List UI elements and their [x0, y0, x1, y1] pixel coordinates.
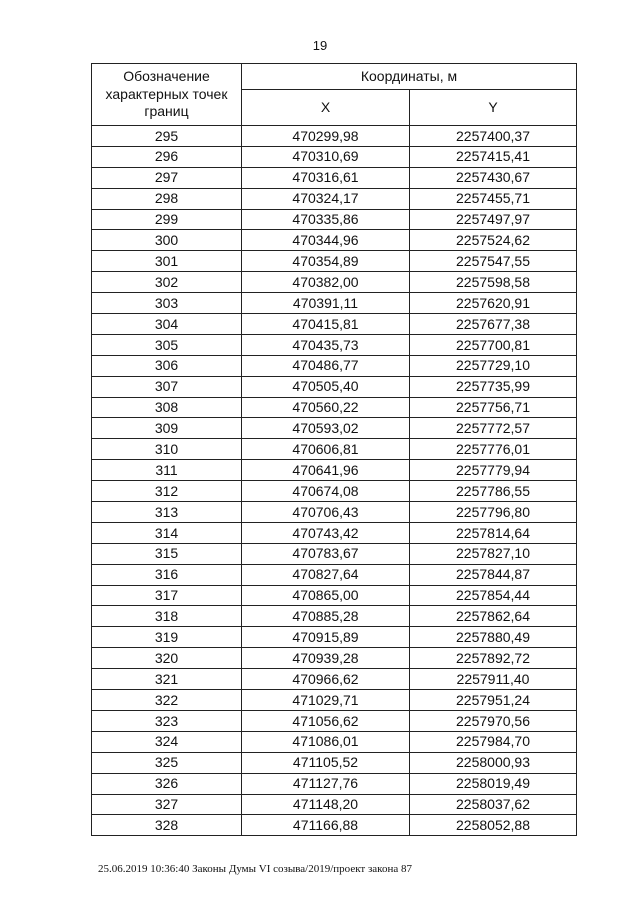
point-id-cell: 315: [92, 543, 242, 564]
x-coordinate-cell: 470486,77: [242, 355, 410, 376]
y-coordinate-cell: 2257700,81: [410, 334, 577, 355]
x-coordinate-cell: 470606,81: [242, 439, 410, 460]
x-coordinate-cell: 470560,22: [242, 397, 410, 418]
point-id-cell: 328: [92, 815, 242, 836]
y-coordinate-cell: 2257892,72: [410, 648, 577, 669]
point-id-cell: 311: [92, 460, 242, 481]
table-row: [92, 439, 577, 460]
table-row: [92, 648, 577, 669]
y-coordinate-cell: 2257854,44: [410, 585, 577, 606]
table-row: [92, 606, 577, 627]
x-coordinate-cell: 471105,52: [242, 752, 410, 773]
y-coordinate-cell: 2257400,37: [410, 126, 577, 147]
x-coordinate-cell: 470641,96: [242, 460, 410, 481]
y-coordinate-cell: 2257772,57: [410, 418, 577, 439]
x-coordinate-cell: 470299,98: [242, 126, 410, 147]
y-coordinate-cell: 2257862,64: [410, 606, 577, 627]
table-row: [92, 564, 577, 585]
x-coordinate-cell: 470783,67: [242, 543, 410, 564]
point-id-cell: 327: [92, 794, 242, 815]
x-coordinate-cell: 471029,71: [242, 690, 410, 711]
y-coordinate-cell: 2258000,93: [410, 752, 577, 773]
y-coordinate-cell: 2257455,71: [410, 188, 577, 209]
table-row: [92, 460, 577, 481]
x-coordinate-cell: 470354,89: [242, 251, 410, 272]
y-coordinate-cell: 2257844,87: [410, 564, 577, 585]
x-coordinate-cell: 470827,64: [242, 564, 410, 585]
y-coordinate-cell: 2258037,62: [410, 794, 577, 815]
y-coordinate-cell: 2257951,24: [410, 690, 577, 711]
point-id-cell: 321: [92, 669, 242, 690]
y-coordinate-cell: 2257880,49: [410, 627, 577, 648]
table-row: [92, 522, 577, 543]
x-coordinate-cell: 470674,08: [242, 481, 410, 502]
x-coordinate-cell: 470505,40: [242, 376, 410, 397]
y-coordinate-cell: 2257598,58: [410, 272, 577, 293]
x-coordinate-cell: 470435,73: [242, 334, 410, 355]
x-coordinate-cell: 470310,69: [242, 146, 410, 167]
table-row: [92, 690, 577, 711]
y-coordinate-cell: 2257620,91: [410, 293, 577, 314]
y-coordinate-cell: 2257729,10: [410, 355, 577, 376]
table-row: [92, 251, 577, 272]
point-id-cell: 299: [92, 209, 242, 230]
x-coordinate-cell: 470966,62: [242, 669, 410, 690]
x-column-header: X: [242, 90, 410, 126]
point-id-cell: 317: [92, 585, 242, 606]
point-id-cell: 302: [92, 272, 242, 293]
x-coordinate-cell: 471166,88: [242, 815, 410, 836]
point-id-cell: 296: [92, 146, 242, 167]
x-coordinate-cell: 470382,00: [242, 272, 410, 293]
x-coordinate-cell: 471056,62: [242, 710, 410, 731]
y-coordinate-cell: 2257827,10: [410, 543, 577, 564]
y-coordinate-cell: 2257677,38: [410, 314, 577, 335]
point-id-cell: 298: [92, 188, 242, 209]
table-row: [92, 146, 577, 167]
table-row: [92, 627, 577, 648]
x-coordinate-cell: 470865,00: [242, 585, 410, 606]
y-coordinate-cell: 2257756,71: [410, 397, 577, 418]
y-coordinate-cell: 2257735,99: [410, 376, 577, 397]
x-coordinate-cell: 471148,20: [242, 794, 410, 815]
x-coordinate-cell: 470915,89: [242, 627, 410, 648]
y-coordinate-cell: 2257430,67: [410, 167, 577, 188]
coordinates-table: [91, 63, 577, 836]
y-coordinate-cell: 2257524,62: [410, 230, 577, 251]
point-id-cell: 303: [92, 293, 242, 314]
table-row: [92, 188, 577, 209]
point-id-cell: 310: [92, 439, 242, 460]
y-coordinate-cell: 2257497,97: [410, 209, 577, 230]
x-coordinate-cell: 470316,61: [242, 167, 410, 188]
point-id-cell: 325: [92, 752, 242, 773]
point-id-cell: 316: [92, 564, 242, 585]
point-id-cell: 318: [92, 606, 242, 627]
point-id-cell: 295: [92, 126, 242, 147]
point-id-cell: 319: [92, 627, 242, 648]
table-row: [92, 272, 577, 293]
point-id-cell: 308: [92, 397, 242, 418]
y-coordinate-cell: 2257796,80: [410, 502, 577, 523]
y-coordinate-cell: 2257786,55: [410, 481, 577, 502]
y-column-header: Y: [410, 90, 577, 126]
coordinates-header: Координаты, м: [242, 64, 577, 90]
point-id-cell: 307: [92, 376, 242, 397]
x-coordinate-cell: 471127,76: [242, 773, 410, 794]
point-id-cell: 313: [92, 502, 242, 523]
table-row: [92, 669, 577, 690]
point-id-cell: 301: [92, 251, 242, 272]
x-coordinate-cell: 470344,96: [242, 230, 410, 251]
table-row: [92, 397, 577, 418]
table-row: [92, 481, 577, 502]
table-row: [92, 752, 577, 773]
point-id-cell: 309: [92, 418, 242, 439]
point-id-cell: 312: [92, 481, 242, 502]
point-id-cell: 324: [92, 731, 242, 752]
y-coordinate-cell: 2257814,64: [410, 522, 577, 543]
point-id-cell: 306: [92, 355, 242, 376]
point-id-cell: 323: [92, 710, 242, 731]
point-id-cell: 304: [92, 314, 242, 335]
table-row: [92, 794, 577, 815]
x-coordinate-cell: 471086,01: [242, 731, 410, 752]
x-coordinate-cell: 470593,02: [242, 418, 410, 439]
y-coordinate-cell: 2258052,88: [410, 815, 577, 836]
point-id-cell: 300: [92, 230, 242, 251]
table-row: [92, 710, 577, 731]
x-coordinate-cell: 470885,28: [242, 606, 410, 627]
y-coordinate-cell: 2257415,41: [410, 146, 577, 167]
y-coordinate-cell: 2257911,40: [410, 669, 577, 690]
page-number: 19: [312, 38, 328, 53]
table-row: [92, 126, 577, 147]
table-row: [92, 773, 577, 794]
x-coordinate-cell: 470939,28: [242, 648, 410, 669]
table-row: [92, 355, 577, 376]
table-row: [92, 543, 577, 564]
point-id-cell: 320: [92, 648, 242, 669]
table-row: [92, 585, 577, 606]
document-footer: 25.06.2019 10:36:40 Законы Думы VI созыва/2019/проект закона 87: [98, 863, 412, 875]
point-designation-header: Обозначение характерных точек границ: [92, 64, 242, 126]
table-row: [92, 334, 577, 355]
table-row: [92, 731, 577, 752]
point-id-cell: 297: [92, 167, 242, 188]
table-row: [92, 815, 577, 836]
y-coordinate-cell: 2257547,55: [410, 251, 577, 272]
y-coordinate-cell: 2257970,56: [410, 710, 577, 731]
y-coordinate-cell: 2257779,94: [410, 460, 577, 481]
table-row: [92, 376, 577, 397]
y-coordinate-cell: 2257984,70: [410, 731, 577, 752]
x-coordinate-cell: 470415,81: [242, 314, 410, 335]
table-row: [92, 418, 577, 439]
point-id-cell: 326: [92, 773, 242, 794]
table-row: [92, 209, 577, 230]
x-coordinate-cell: 470324,17: [242, 188, 410, 209]
x-coordinate-cell: 470335,86: [242, 209, 410, 230]
y-coordinate-cell: 2257776,01: [410, 439, 577, 460]
x-coordinate-cell: 470743,42: [242, 522, 410, 543]
x-coordinate-cell: 470391,11: [242, 293, 410, 314]
point-id-cell: 305: [92, 334, 242, 355]
table-row: [92, 502, 577, 523]
point-id-cell: 322: [92, 690, 242, 711]
point-id-cell: 314: [92, 522, 242, 543]
table-row: [92, 293, 577, 314]
table-row: [92, 167, 577, 188]
table-row: [92, 230, 577, 251]
table-row: [92, 314, 577, 335]
x-coordinate-cell: 470706,43: [242, 502, 410, 523]
y-coordinate-cell: 2258019,49: [410, 773, 577, 794]
coordinates-table-body: [92, 126, 577, 836]
